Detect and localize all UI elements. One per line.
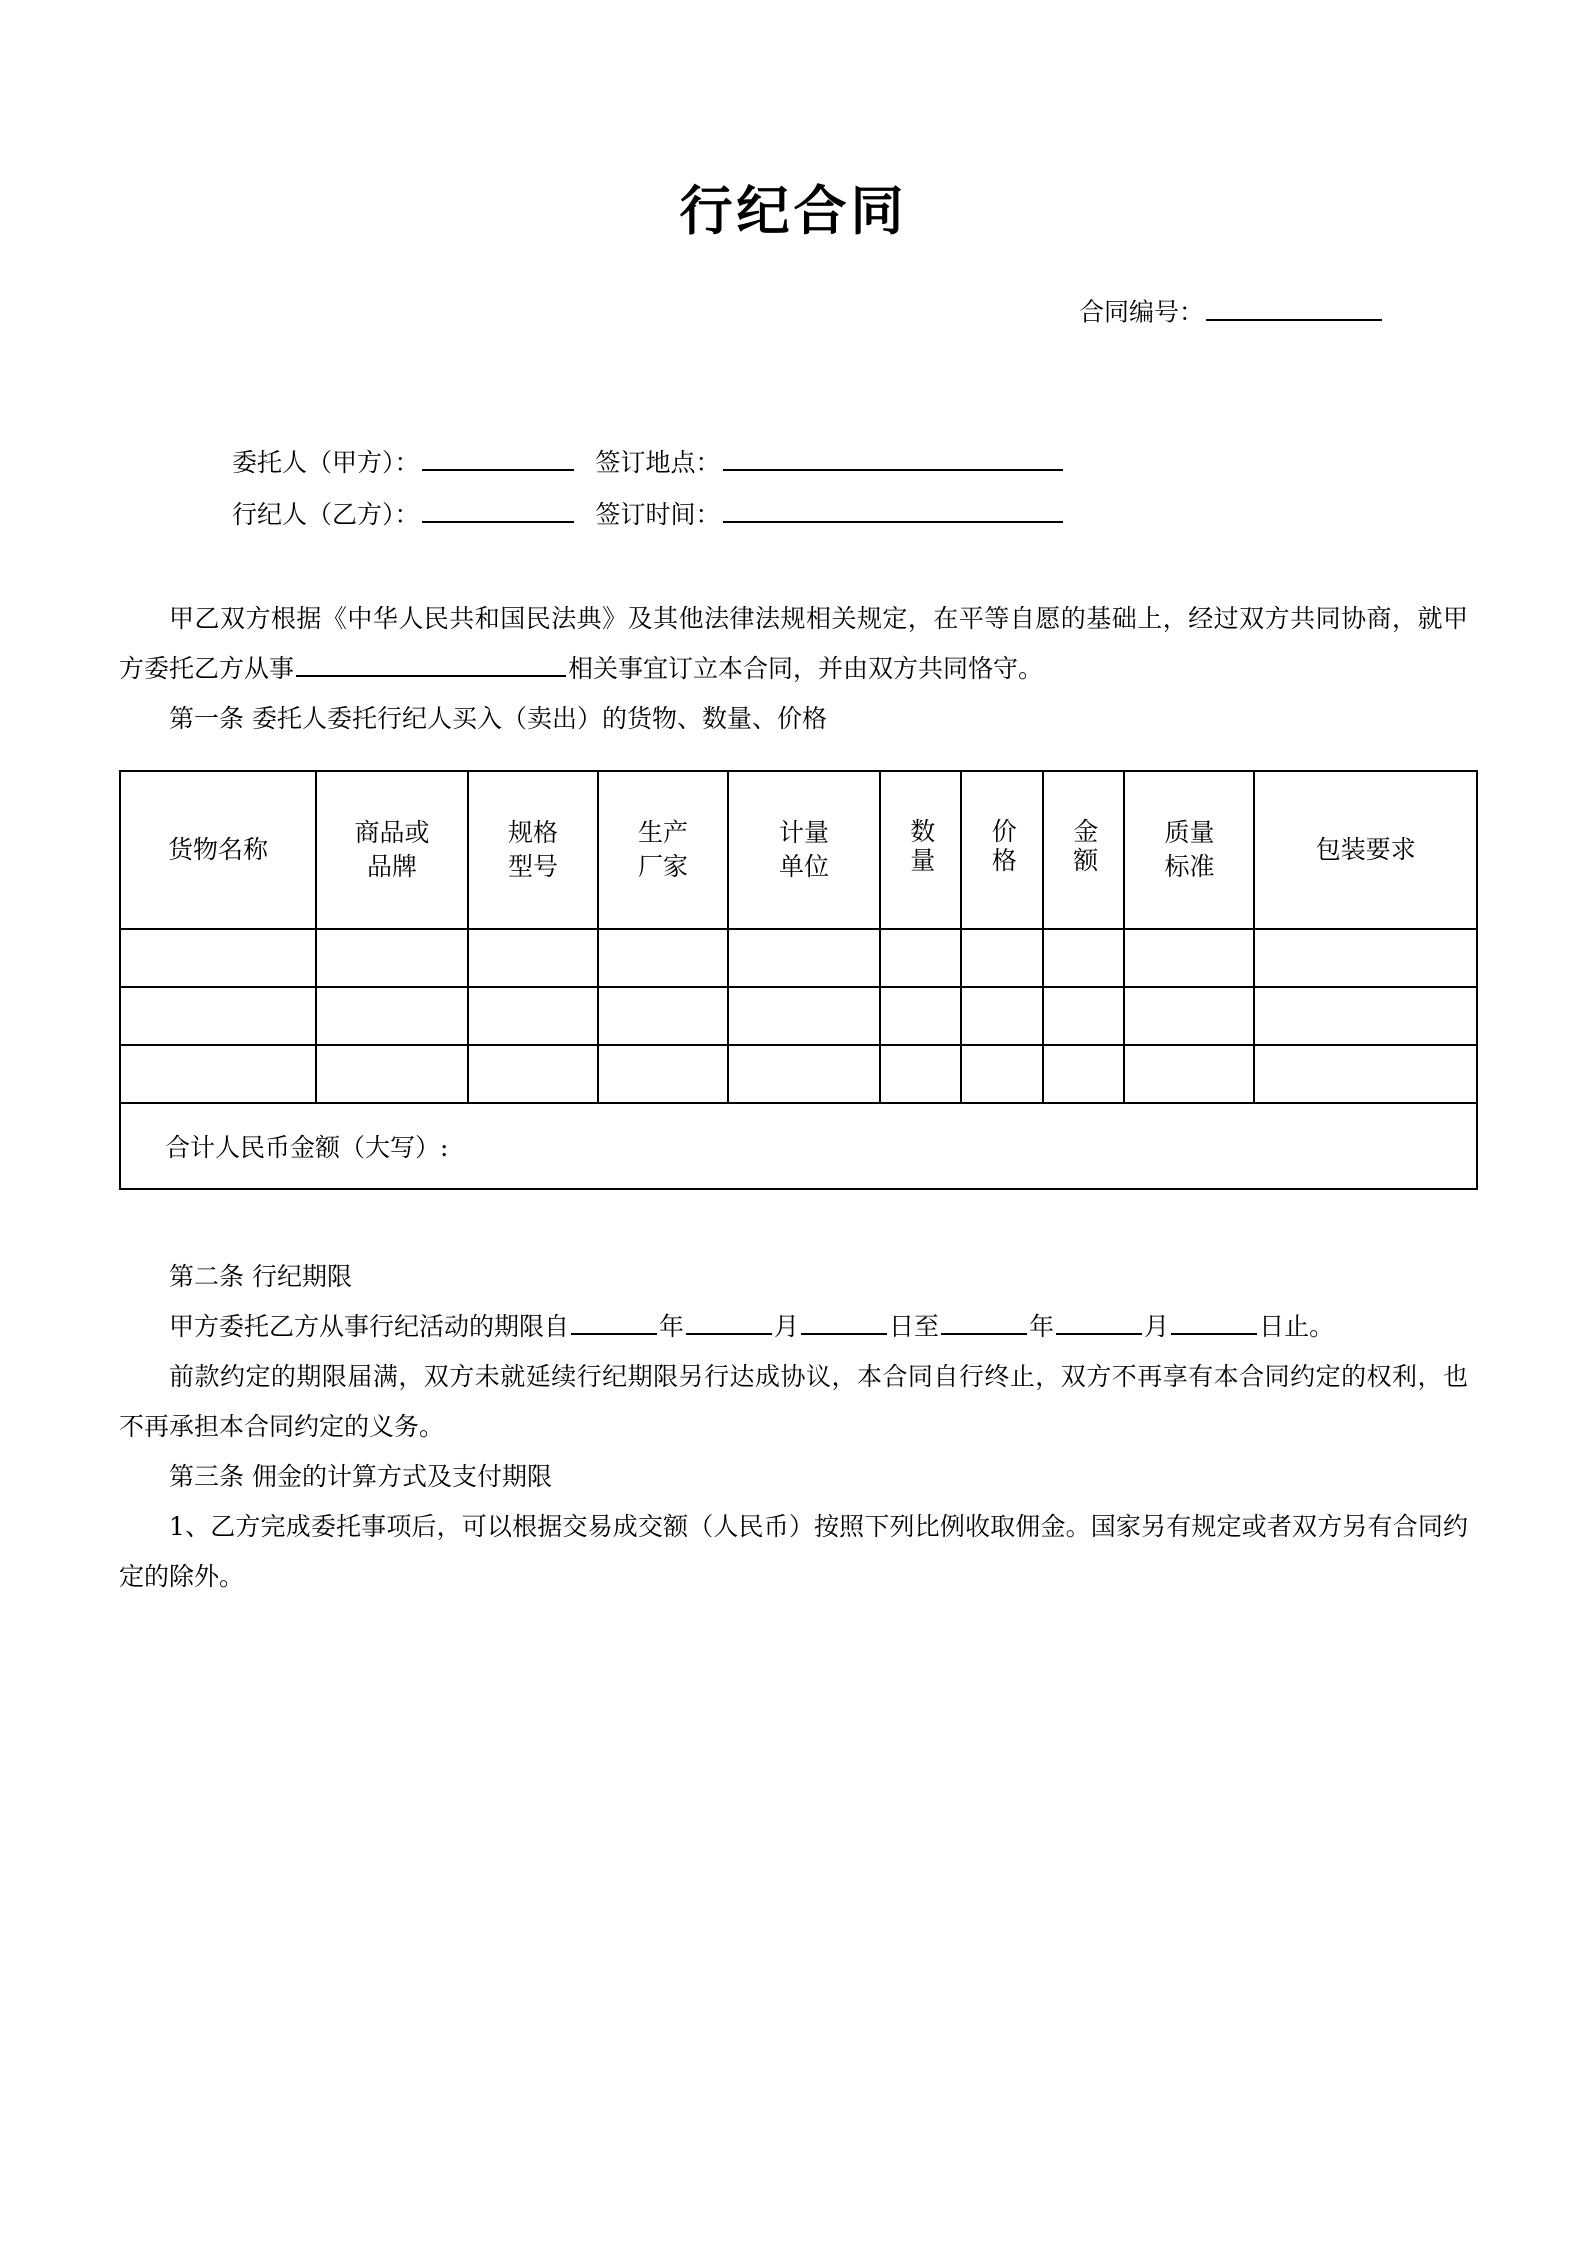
- cell-quality-standard[interactable]: [1124, 1045, 1254, 1103]
- col-header-price: [961, 771, 1043, 929]
- cell-amount[interactable]: [1043, 1045, 1125, 1103]
- cell-model[interactable]: [468, 929, 598, 987]
- article3-heading: 第三条 佣金的计算方式及支付期限: [169, 1461, 552, 1491]
- article3-item1: 1、乙方完成委托事项后，可以根据交易成交额（人民币）按照下列比例收取佣金。国家另有规定或者双方另有合同约定的除外。: [119, 1511, 1468, 1591]
- col-header-goods-name-label: 货物名称: [168, 834, 269, 864]
- cell-model[interactable]: [468, 987, 598, 1045]
- term-intro: 甲方委托乙方从事行纪活动的期限自: [169, 1311, 570, 1341]
- cell-price[interactable]: [961, 929, 1043, 987]
- col-header-packaging: [1254, 771, 1477, 929]
- col-header-unit-line2: 单位: [778, 851, 829, 881]
- goods-table-body: [120, 929, 1477, 1189]
- cell-manufacturer[interactable]: [598, 1045, 728, 1103]
- table-row: [120, 1045, 1477, 1103]
- cell-price[interactable]: [961, 987, 1043, 1045]
- article2-heading: 第二条 行纪期限: [169, 1261, 352, 1291]
- cell-unit[interactable]: [728, 987, 880, 1045]
- col-header-model: [468, 771, 598, 929]
- start-month-input[interactable]: [686, 1306, 772, 1334]
- page-title: 行纪合同: [679, 180, 908, 242]
- start-year-label: 年: [659, 1311, 685, 1341]
- contract-number-row: [119, 292, 1468, 332]
- col-header-quality-line1: 质量: [1164, 817, 1215, 847]
- cell-manufacturer[interactable]: [598, 987, 728, 1045]
- table-row: [120, 929, 1477, 987]
- start-year-input[interactable]: [571, 1306, 657, 1334]
- end-year-input[interactable]: [941, 1306, 1027, 1334]
- cell-brand[interactable]: [316, 987, 468, 1045]
- goods-table-head: [120, 771, 1477, 929]
- col-header-brand-line2: 品牌: [367, 851, 418, 881]
- col-header-amount: [1043, 771, 1125, 929]
- col-header-price-label: 价格: [988, 817, 1018, 876]
- start-month-label: 月: [774, 1311, 800, 1341]
- total-amount-label[interactable]: 合计人民币金额（大写）:: [120, 1103, 1477, 1189]
- cell-unit[interactable]: [728, 929, 880, 987]
- col-header-manufacturer-line1: 生产: [637, 817, 688, 847]
- table-row: [120, 987, 1477, 1045]
- col-header-packaging-label: 包装要求: [1315, 834, 1416, 864]
- col-header-unit-line1: 计量: [778, 817, 829, 847]
- cell-packaging[interactable]: [1254, 1045, 1477, 1103]
- broker-line: [232, 489, 1468, 542]
- col-header-quantity-label: 数量: [906, 817, 936, 876]
- cell-quality-standard[interactable]: [1124, 929, 1254, 987]
- sign-time-input[interactable]: [723, 495, 1063, 523]
- cell-price[interactable]: [961, 1045, 1043, 1103]
- col-header-unit: [728, 771, 880, 929]
- preamble-part1: 甲乙双方根据《中华人民共和国民法典》及其他法律法规相关规定，在平等自愿的基础上，经过双方共同协商，就甲方委托乙方从事: [119, 603, 1468, 683]
- col-header-quantity: [880, 771, 962, 929]
- cell-brand[interactable]: [316, 929, 468, 987]
- broker-input[interactable]: [422, 495, 574, 523]
- cell-packaging[interactable]: [1254, 987, 1477, 1045]
- parties-block: [119, 437, 1468, 542]
- goods-table: [119, 770, 1478, 1190]
- preamble-business-input[interactable]: [296, 648, 566, 676]
- col-header-model-line2: 型号: [508, 851, 559, 881]
- principal-input[interactable]: [422, 442, 574, 470]
- col-header-goods-name: [120, 771, 316, 929]
- cell-goods-name[interactable]: [120, 987, 316, 1045]
- contract-number-label: 合同编号：: [1078, 297, 1204, 327]
- start-day-input[interactable]: [801, 1306, 887, 1334]
- article1-heading: 第一条 委托人委托行纪人买入（卖出）的货物、数量、价格: [169, 703, 827, 733]
- table-header-row: [120, 771, 1477, 929]
- cell-unit[interactable]: [728, 1045, 880, 1103]
- contract-body: [119, 594, 1468, 744]
- cell-quality-standard[interactable]: [1124, 987, 1254, 1045]
- col-header-model-line1: 规格: [508, 817, 559, 847]
- cell-packaging[interactable]: [1254, 929, 1477, 987]
- cell-quantity[interactable]: [880, 929, 962, 987]
- cell-manufacturer[interactable]: [598, 929, 728, 987]
- col-header-quality-standard: [1124, 771, 1254, 929]
- table-total-row: [120, 1103, 1477, 1189]
- end-day-label: 日止。: [1259, 1311, 1335, 1341]
- end-year-label: 年: [1029, 1311, 1055, 1341]
- cell-amount[interactable]: [1043, 987, 1125, 1045]
- end-month-input[interactable]: [1056, 1306, 1142, 1334]
- col-header-manufacturer: [598, 771, 728, 929]
- start-day-label: 日至: [889, 1311, 940, 1341]
- article2-expiry-paragraph: 前款约定的期限届满，双方未就延续行纪期限另行达成协议，本合同自行终止，双方不再享有本合同约定的权利，也不再承担本合同约定的义务。: [119, 1361, 1468, 1441]
- cell-brand[interactable]: [316, 1045, 468, 1103]
- col-header-manufacturer-line2: 厂家: [637, 851, 688, 881]
- preamble-part2: 相关事宜订立本合同，并由双方共同恪守。: [568, 653, 1044, 683]
- col-header-brand: [316, 771, 468, 929]
- sign-place-label: 签订地点：: [595, 447, 721, 477]
- cell-amount[interactable]: [1043, 929, 1125, 987]
- broker-label: 行纪人（乙方）：: [232, 500, 420, 529]
- contract-number-input[interactable]: [1206, 292, 1382, 320]
- contract-body-continued: [119, 1252, 1468, 1602]
- sign-place-input[interactable]: [723, 442, 1063, 470]
- preamble-paragraph: [119, 594, 1468, 694]
- principal-line: [232, 437, 1468, 490]
- cell-goods-name[interactable]: [120, 929, 316, 987]
- cell-model[interactable]: [468, 1045, 598, 1103]
- cell-goods-name[interactable]: [120, 1045, 316, 1103]
- end-day-input[interactable]: [1171, 1306, 1257, 1334]
- article2-term-paragraph: [119, 1302, 1468, 1352]
- sign-time-label: 签订时间：: [595, 500, 721, 529]
- cell-quantity[interactable]: [880, 987, 962, 1045]
- end-month-label: 月: [1144, 1311, 1170, 1341]
- col-header-brand-line1: 商品或: [354, 817, 430, 847]
- cell-quantity[interactable]: [880, 1045, 962, 1103]
- principal-label: 委托人（甲方）：: [232, 447, 420, 477]
- col-header-quality-line2: 标准: [1164, 851, 1215, 881]
- col-header-amount-label: 金额: [1069, 817, 1099, 876]
